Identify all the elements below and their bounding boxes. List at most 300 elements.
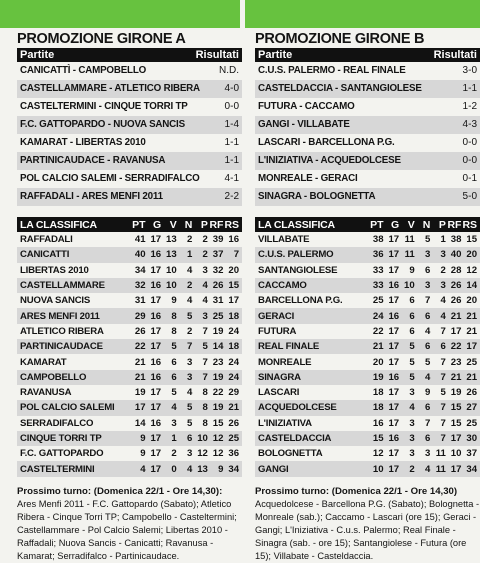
match-score: 1-2 — [462, 101, 477, 112]
standings-stat: 24 — [228, 371, 240, 383]
match-teams: POL CALCIO SALEMI - SERRADIFALCO — [20, 173, 200, 184]
standings-row — [17, 446, 242, 461]
col-rs: RS — [462, 218, 478, 231]
standings-row — [255, 339, 480, 354]
match-score: 0-0 — [224, 101, 239, 112]
match-row — [255, 134, 480, 152]
standings-row — [17, 431, 242, 446]
standings-stat: 1 — [171, 433, 177, 444]
standings-stat: 6 — [409, 325, 415, 337]
standings-stat: 19 — [212, 371, 224, 383]
standings-stat: 26 — [134, 325, 146, 337]
standings-stat: 3 — [202, 310, 208, 322]
match-score: 5-0 — [462, 191, 477, 202]
standings-stat: 17 — [150, 234, 162, 246]
standings-stat: 8 — [202, 402, 208, 414]
standings-stat: 17 — [388, 417, 400, 429]
standings-stat: 21 — [228, 402, 240, 414]
standings-stat: 8 — [171, 310, 177, 322]
standings-stat: 4 — [424, 463, 431, 475]
standings-label: LA CLASSIFICA — [20, 218, 97, 231]
standings-stat: 1 — [440, 234, 446, 246]
standings-stat: 17 — [388, 249, 400, 261]
standings-team: C.U.S. PALERMO — [258, 249, 334, 261]
banner-left — [0, 0, 240, 28]
standings-stat: 2 — [202, 249, 208, 261]
standings-stat: 6 — [186, 433, 193, 444]
standings-stat: 3 — [409, 417, 415, 429]
match-teams: CASTELLAMMARE - ATLETICO RIBERA — [20, 83, 200, 94]
standings-stat: 26 — [212, 280, 224, 292]
standings-stat: 16 — [388, 371, 400, 383]
standings-stat: 3 — [424, 448, 431, 460]
standings-stat: 17 — [388, 234, 400, 246]
match-teams: C.U.S. PALERMO - REAL FINALE — [258, 65, 406, 76]
group-b-matches-header — [255, 48, 480, 62]
match-row — [17, 80, 242, 98]
standings-row — [17, 416, 242, 431]
matches-label: Partite — [20, 49, 55, 61]
standings-stat: 3 — [186, 448, 193, 460]
standings-stat: 17 — [388, 341, 400, 353]
standings-row — [255, 293, 480, 308]
standings-stat: 22 — [450, 341, 462, 353]
standings-stat: 5 — [171, 341, 177, 353]
standings-stat: 39 — [212, 234, 224, 246]
standings-row — [17, 232, 242, 247]
standings-stat: 17 — [388, 295, 400, 307]
standings-stat: 20 — [466, 249, 478, 261]
standings-stat: 16 — [388, 433, 400, 444]
standings-stat: 38 — [450, 234, 462, 246]
standings-stat: 40 — [450, 249, 462, 261]
next-round-fixtures: Ares Menfi 2011 - F.C. Gattopardo (Sabato); Atletico Ribera - Cinque Torri TP; Campobello - Casteltermini; Castellammare - Pol Calcio Salemi; Libertas 2010 - Raffadali; Nuova Sancis - Canicatti; Ravanusa - Kamarat; Serradifalco - Partinicaudace. — [17, 498, 237, 561]
standings-stat: 15 — [372, 433, 384, 444]
standings-stat: 21 — [466, 325, 478, 337]
standings-stat: 13 — [166, 249, 177, 261]
match-row — [17, 152, 242, 170]
standings-stat: 10 — [404, 280, 415, 292]
standings-stat: 17 — [150, 325, 162, 337]
group-b-standings — [255, 217, 480, 477]
standings-stat: 5 — [409, 356, 415, 368]
standings-stat: 11 — [404, 234, 415, 246]
standings-stat: 17 — [228, 295, 240, 307]
standings-team: RAFFADALI — [20, 234, 73, 246]
standings-stat: 2 — [409, 463, 415, 475]
standings-stat: 4 — [171, 402, 177, 414]
standings-stat: 11 — [435, 448, 446, 460]
standings-header — [17, 217, 242, 232]
standings-stat: 3 — [440, 280, 446, 292]
standings-team: SINAGRA — [258, 371, 301, 383]
standings-stat: 10 — [197, 433, 208, 444]
standings-row — [255, 446, 480, 461]
standings-team: LIBERTAS 2010 — [20, 264, 89, 276]
standings-stat: 34 — [466, 463, 478, 475]
standings-stat: 17 — [388, 402, 400, 414]
standings-stat: 37 — [466, 448, 478, 460]
standings-stat: 15 — [450, 417, 462, 429]
standings-stat: 21 — [466, 371, 478, 383]
standings-stat: 29 — [134, 310, 146, 322]
standings-stat: 7 — [202, 356, 208, 368]
standings-stat: 3 — [409, 433, 415, 444]
col-g: G — [152, 218, 162, 231]
standings-row — [255, 385, 480, 400]
standings-stat: 6 — [171, 356, 177, 368]
standings-stat: 5 — [440, 387, 446, 399]
standings-row — [17, 324, 242, 339]
standings-team: VILLABATE — [258, 234, 310, 246]
standings-row — [255, 324, 480, 339]
group-b-next-round — [255, 485, 480, 563]
standings-stat: 4 — [202, 295, 208, 307]
col-rf: RF — [447, 218, 462, 231]
standings-stat: 4 — [440, 295, 446, 307]
col-rf: RF — [209, 218, 224, 231]
match-teams: GANGI - VILLABATE — [258, 119, 350, 130]
standings-stat: 3 — [409, 387, 415, 399]
standings-stat: 16 — [150, 310, 162, 322]
standings-stat: 5 — [409, 341, 415, 353]
standings-stat: 7 — [440, 402, 446, 414]
standings-stat: 34 — [228, 463, 240, 475]
standings-stat: 4 — [202, 280, 208, 292]
standings-stat: 26 — [450, 280, 462, 292]
standings-team: CINQUE TORRI TP — [20, 433, 102, 444]
match-row — [255, 116, 480, 134]
standings-team: MONREALE — [258, 356, 312, 368]
standings-stat: 7 — [440, 433, 446, 444]
match-row — [255, 170, 480, 188]
next-round-heading: Prossimo turno: (Domenica 22/1 - Ore 14,30) — [255, 485, 458, 497]
standings-stat: 13 — [197, 463, 208, 475]
standings-stat: 16 — [150, 417, 162, 429]
match-teams: CASTELTERMINI - CINQUE TORRI TP — [20, 101, 188, 112]
standings-stat: 4 — [140, 463, 146, 475]
standings-stat: 19 — [212, 402, 224, 414]
standings-team: REAL FINALE — [258, 341, 320, 353]
standings-stat: 37 — [212, 249, 224, 261]
standings-stat: 2 — [440, 264, 446, 276]
match-row — [17, 116, 242, 134]
standings-stat: 3 — [424, 249, 431, 261]
standings-stat: 20 — [466, 295, 478, 307]
standings-stat: 16 — [388, 280, 400, 292]
standings-stat: 9 — [218, 463, 224, 475]
match-teams: L'INIZIATIVA - ACQUEDOLCESE — [258, 155, 401, 166]
standings-row — [255, 461, 480, 476]
standings-stat: 8 — [202, 387, 208, 399]
standings-stat: 17 — [388, 463, 400, 475]
standings-stat: 12 — [212, 448, 224, 460]
standings-stat: 7 — [440, 371, 446, 383]
standings-team: ATLETICO RIBERA — [20, 325, 104, 337]
standings-stat: 5 — [202, 341, 208, 353]
standings-stat: 7 — [186, 341, 193, 353]
standings-stat: 3 — [186, 356, 193, 368]
standings-row — [17, 400, 242, 415]
standings-row — [17, 308, 242, 323]
standings-stat: 7 — [202, 325, 208, 337]
match-score: 1-1 — [224, 155, 239, 166]
match-row — [17, 98, 242, 116]
match-score: 1-4 — [224, 119, 239, 130]
match-teams: CASTELDACCIA - SANTANGIOLESE — [258, 83, 422, 94]
matches-label: Partite — [258, 49, 293, 61]
results-label: Risultati — [195, 49, 239, 61]
match-score: 1-1 — [462, 83, 477, 94]
standings-stat: 14 — [466, 280, 478, 292]
group-a-standings — [17, 217, 242, 477]
standings-stat: 15 — [212, 417, 224, 429]
col-v: V — [407, 218, 415, 231]
standings-stat: 4 — [424, 371, 431, 383]
standings-stat: 5 — [186, 402, 193, 414]
standings-stat: 6 — [424, 310, 431, 322]
standings-stat: 3 — [409, 448, 415, 460]
col-n: N — [422, 218, 431, 231]
standings-stat: 38 — [372, 234, 384, 246]
match-teams: KAMARAT - LIBERTAS 2010 — [20, 137, 146, 148]
standings-stat: 17 — [150, 387, 162, 399]
standings-team: F.C. GATTOPARDO — [20, 448, 104, 460]
match-score: 1-1 — [224, 137, 239, 148]
standings-stat: 30 — [466, 433, 478, 444]
match-score: 4-1 — [224, 173, 239, 184]
standings-stat: 23 — [450, 356, 462, 368]
standings-stat: 8 — [202, 417, 208, 429]
standings-stat: 17 — [450, 463, 462, 475]
standings-stat: 21 — [372, 341, 384, 353]
standings-stat: 24 — [372, 310, 384, 322]
match-teams: PARTINICAUDACE - RAVANUSA — [20, 155, 166, 166]
match-score: 4-0 — [224, 83, 239, 94]
standings-stat: 12 — [466, 264, 478, 276]
standings-stat: 7 — [202, 371, 208, 383]
standings-stat: 27 — [466, 402, 478, 414]
standings-stat: 3 — [186, 371, 193, 383]
standings-stat: 17 — [388, 264, 400, 276]
standings-stat: 22 — [212, 387, 224, 399]
col-v: V — [169, 218, 177, 231]
standings-team: SANTANGIOLESE — [258, 264, 338, 276]
standings-stat: 5 — [186, 310, 193, 322]
standings-stat: 18 — [228, 341, 240, 353]
standings-team: LASCARI — [258, 387, 300, 399]
standings-stat: 29 — [228, 387, 240, 399]
standings-stat: 31 — [212, 295, 224, 307]
standings-label: LA CLASSIFICA — [258, 218, 335, 231]
standings-stat: 19 — [212, 325, 224, 337]
standings-stat: 5 — [171, 387, 177, 399]
standings-stat: 16 — [388, 310, 400, 322]
standings-stat: 6 — [409, 310, 415, 322]
standings-stat: 2 — [186, 234, 193, 246]
match-row — [255, 152, 480, 170]
next-round-heading: Prossimo turno: (Domenica 22/1 - Ore 14,30): — [17, 485, 223, 497]
group-a-next-round — [17, 485, 242, 563]
standings-stat: 26 — [466, 387, 478, 399]
standings-stat: 33 — [372, 280, 384, 292]
match-teams: MONREALE - GERACI — [258, 173, 358, 184]
standings-stat: 16 — [372, 417, 384, 429]
standings-stat: 10 — [372, 463, 384, 475]
standings-stat: 9 — [140, 448, 146, 460]
standings-stat: 3 — [202, 264, 208, 276]
standings-stat: 17 — [450, 325, 462, 337]
group-b-matches — [255, 62, 480, 206]
standings-team: CASTELTERMINI — [20, 463, 95, 475]
standings-stat: 20 — [228, 264, 240, 276]
standings-stat: 7 — [440, 417, 446, 429]
standings-stat: 10 — [166, 264, 177, 276]
standings-stat: 20 — [372, 356, 384, 368]
standings-stat: 13 — [166, 234, 177, 246]
col-g: G — [390, 218, 400, 231]
standings-stat: 5 — [186, 417, 193, 429]
standings-row — [17, 370, 242, 385]
standings-stat: 9 — [140, 433, 146, 444]
standings-team: NUOVA SANCIS — [20, 295, 91, 307]
match-row — [17, 134, 242, 152]
standings-team: KAMARAT — [20, 356, 67, 368]
standings-stat: 3 — [424, 280, 431, 292]
standings-stat: 17 — [150, 448, 162, 460]
standings-stat: 17 — [134, 402, 146, 414]
standings-team: GERACI — [258, 310, 295, 322]
standings-stat: 16 — [150, 280, 162, 292]
standings-stat: 22 — [134, 341, 146, 353]
group-a-column — [17, 30, 242, 563]
standings-stat: 4 — [186, 463, 193, 475]
match-row — [255, 188, 480, 206]
standings-team: ACQUEDOLCESE — [258, 402, 337, 414]
col-rs: RS — [224, 218, 240, 231]
standings-team: CAMPOBELLO — [20, 371, 87, 383]
standings-stat: 15 — [466, 234, 478, 246]
match-teams: RAFFADALI - ARES MENFI 2011 — [20, 191, 163, 202]
standings-stat: 5 — [424, 234, 431, 246]
standings-stat: 7 — [424, 295, 431, 307]
standings-stat: 10 — [450, 448, 462, 460]
standings-stat: 8 — [171, 325, 177, 337]
standings-stat: 6 — [424, 402, 431, 414]
standings-stat: 21 — [466, 310, 478, 322]
standings-team: L'INIZIATIVA — [258, 417, 312, 429]
match-row — [255, 80, 480, 98]
standings-stat: 2 — [202, 234, 208, 246]
standings-stat: 17 — [450, 433, 462, 444]
standings-stat: 6 — [171, 371, 177, 383]
standings-row — [255, 278, 480, 293]
standings-stat: 17 — [150, 433, 162, 444]
match-score: 0-1 — [462, 173, 477, 184]
standings-stat: 6 — [424, 264, 431, 276]
match-row — [255, 98, 480, 116]
col-pt: PT — [132, 218, 146, 231]
standings-row — [17, 278, 242, 293]
standings-team: CANICATTI — [20, 249, 70, 261]
standings-team: BOLOGNETTA — [258, 448, 323, 460]
standings-row — [255, 247, 480, 262]
standings-stat: 19 — [134, 387, 146, 399]
standings-team: RAVANUSA — [20, 387, 72, 399]
standings-stat: 2 — [186, 280, 193, 292]
standings-stat: 41 — [134, 234, 146, 246]
standings-team: POL CALCIO SALEMI — [20, 402, 115, 414]
standings-stat: 11 — [435, 463, 446, 475]
top-green-banner — [0, 0, 480, 28]
banner-right — [245, 0, 480, 28]
standings-stat: 9 — [409, 264, 415, 276]
standings-row — [255, 431, 480, 446]
standings-stat: 2 — [186, 325, 193, 337]
match-row — [17, 170, 242, 188]
standings-stat: 14 — [134, 417, 146, 429]
col-n: N — [184, 218, 193, 231]
standings-stat: 21 — [134, 356, 146, 368]
standings-stat: 17 — [388, 356, 400, 368]
standings-stat: 6 — [440, 341, 446, 353]
standings-stat: 12 — [212, 433, 224, 444]
standings-stat: 12 — [197, 448, 208, 460]
standings-stat: 7 — [233, 249, 240, 261]
standings-stat: 34 — [134, 264, 146, 276]
standings-team: BARCELLONA P.G. — [258, 295, 343, 307]
match-teams: LASCARI - BARCELLONA P.G. — [258, 137, 395, 148]
match-score: 0-0 — [462, 137, 477, 148]
standings-stat: 9 — [171, 295, 177, 307]
standings-stat: 18 — [372, 402, 384, 414]
standings-stat: 16 — [150, 371, 162, 383]
standings-header — [255, 217, 480, 232]
standings-stat: 4 — [440, 310, 446, 322]
standings-stat: 4 — [409, 402, 415, 414]
standings-stat: 21 — [450, 310, 462, 322]
standings-stat: 10 — [166, 280, 177, 292]
standings-stat: 4 — [186, 387, 193, 399]
standings-stat: 23 — [212, 356, 224, 368]
standings-stat: 40 — [134, 249, 146, 261]
standings-stat: 6 — [424, 341, 431, 353]
standings-team: SERRADIFALCO — [20, 417, 94, 429]
match-row — [255, 62, 480, 80]
match-row — [17, 62, 242, 80]
standings-row — [17, 263, 242, 278]
match-teams: FUTURA - CACCAMO — [258, 101, 355, 112]
standings-stat: 17 — [150, 463, 162, 475]
standings-stat: 11 — [404, 249, 415, 261]
standings-stat: 3 — [171, 417, 177, 429]
group-a-matches — [17, 62, 242, 206]
standings-stat: 6 — [409, 295, 415, 307]
match-score: 0-0 — [462, 155, 477, 166]
standings-stat: 22 — [372, 325, 384, 337]
standings-stat: 25 — [212, 310, 224, 322]
match-score: N.D. — [219, 65, 239, 76]
standings-stat: 24 — [228, 325, 240, 337]
standings-row — [255, 416, 480, 431]
standings-stat: 25 — [372, 295, 384, 307]
standings-stat: 5 — [424, 356, 431, 368]
standings-stat: 36 — [372, 249, 384, 261]
results-label: Risultati — [433, 49, 477, 61]
standings-stat: 1 — [186, 249, 193, 261]
group-b-standings-rows — [255, 232, 480, 477]
match-score: 3-0 — [462, 65, 477, 76]
